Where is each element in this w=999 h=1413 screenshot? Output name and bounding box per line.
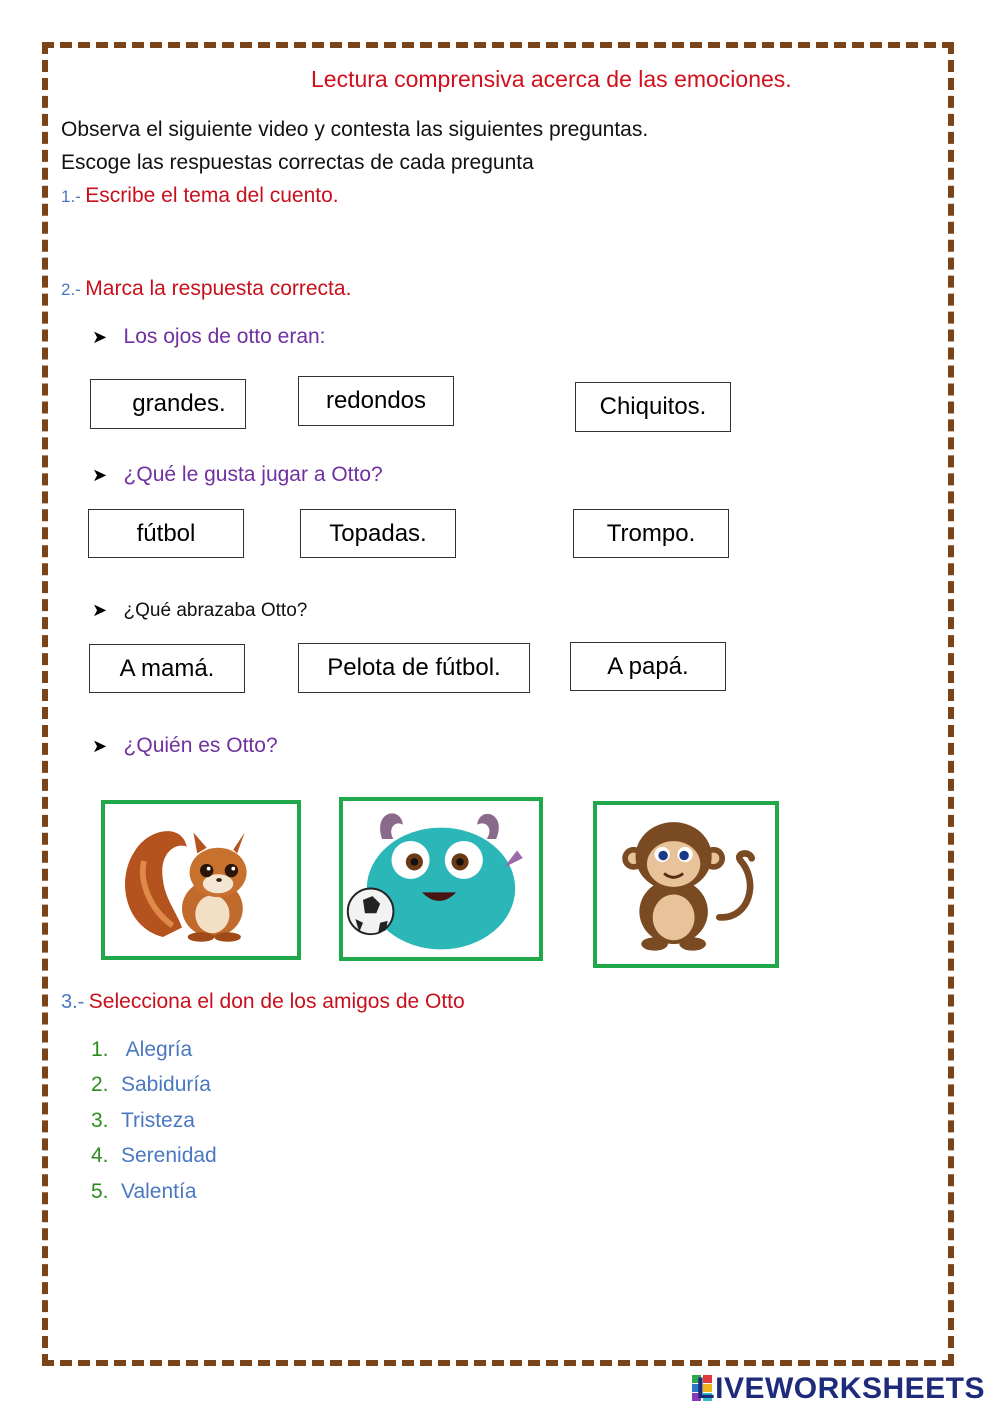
option-a-papa[interactable]: A papá.	[570, 642, 726, 691]
liveworksheets-brand[interactable]: LIVEWORKSHEETS	[696, 1372, 985, 1405]
image-option-blue-monster[interactable]	[339, 797, 543, 961]
option-a-mama[interactable]: A mamá.	[89, 644, 245, 693]
intro-line-1: Observa el siguiente video y contesta las siguientes preguntas.	[61, 118, 649, 141]
list-item-label: Sabiduría	[121, 1073, 211, 1096]
worksheet-title: Lectura comprensiva acerca de las emociones.	[311, 66, 792, 92]
list-item[interactable]	[91, 1180, 197, 1204]
arrow-icon: ➤	[92, 327, 108, 347]
option-grandes[interactable]: grandes.	[90, 379, 246, 429]
option-chiquitos[interactable]: Chiquitos.	[575, 382, 731, 432]
option-trompo[interactable]: Trompo.	[573, 509, 729, 558]
list-item[interactable]	[91, 1144, 217, 1168]
list-item-label: Valentía	[121, 1180, 197, 1203]
list-item-label: Alegría	[121, 1038, 193, 1061]
list-item-number: 2.	[91, 1073, 109, 1096]
question-1-number: 1.-	[61, 187, 81, 206]
list-item[interactable]	[91, 1073, 211, 1097]
list-item[interactable]	[91, 1038, 192, 1062]
squirrel-icon	[105, 804, 297, 956]
question-2-number: 2.-	[61, 280, 81, 299]
subquestion-play	[92, 463, 383, 487]
option-topadas[interactable]: Topadas.	[300, 509, 456, 558]
subquestion-eyes-prompt: Los ojos de otto eran:	[123, 325, 326, 348]
question-3-text: Selecciona el don de los amigos de Otto	[88, 990, 465, 1013]
arrow-icon: ➤	[92, 736, 108, 756]
arrow-icon: ➤	[92, 465, 108, 485]
monkey-icon	[597, 805, 775, 964]
subquestion-hug	[92, 600, 307, 622]
list-item-label: Serenidad	[121, 1144, 217, 1167]
subquestion-play-prompt: ¿Qué le gusta jugar a Otto?	[123, 463, 383, 486]
image-option-squirrel[interactable]	[101, 800, 301, 960]
subquestion-eyes	[92, 325, 326, 349]
subquestion-who	[92, 734, 278, 758]
image-option-monkey[interactable]	[593, 801, 779, 968]
intro-line-2: Escoge las respuestas correctas de cada pregunta	[61, 151, 534, 174]
question-3	[61, 990, 465, 1014]
question-2	[61, 277, 351, 301]
list-item[interactable]	[91, 1109, 195, 1133]
arrow-icon: ➤	[92, 600, 108, 620]
option-futbol[interactable]: fútbol	[88, 509, 244, 558]
list-item-number: 4.	[91, 1144, 109, 1167]
option-redondos[interactable]: redondos	[298, 376, 454, 426]
list-item-number: 1.	[91, 1038, 109, 1061]
question-2-text: Marca la respuesta correcta.	[85, 277, 352, 300]
list-item-label: Tristeza	[121, 1109, 195, 1132]
question-1-text: Escribe el tema del cuento.	[85, 184, 339, 207]
blue-monster-icon	[343, 801, 539, 957]
question-1	[61, 184, 339, 208]
subquestion-hug-prompt: ¿Qué abrazaba Otto?	[123, 600, 308, 621]
option-pelota-de-futbol[interactable]: Pelota de fútbol.	[298, 643, 530, 693]
list-item-number: 5.	[91, 1180, 109, 1203]
question-3-number: 3.-	[61, 991, 85, 1013]
subquestion-who-prompt: ¿Quién es Otto?	[123, 734, 278, 757]
list-item-number: 3.	[91, 1109, 109, 1132]
